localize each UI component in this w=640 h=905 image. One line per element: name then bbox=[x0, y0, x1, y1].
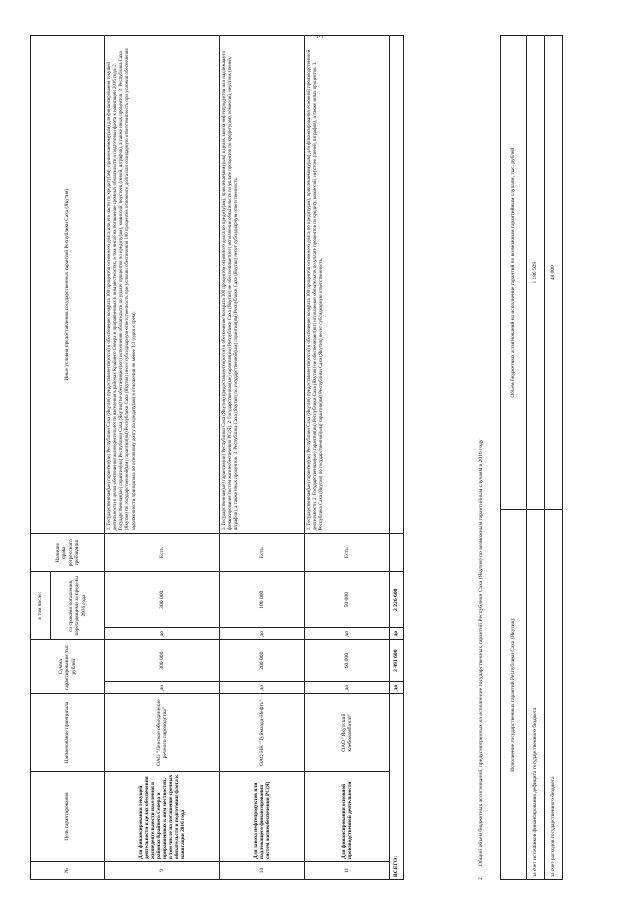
row-amount: 200 000 bbox=[220, 640, 305, 682]
table-row bbox=[545, 36, 563, 880]
execution-header-left: Исполнение государственных гарантий Республики Саха (Якутия): bbox=[501, 510, 527, 880]
execution-row-label: за счет расходов государственного бюджета bbox=[545, 510, 563, 880]
execution-header-row bbox=[501, 36, 527, 880]
total-label: ВСЕГО: bbox=[390, 694, 404, 880]
total-conditions-empty bbox=[390, 36, 404, 534]
header-num: № bbox=[31, 862, 105, 880]
guarantees-table bbox=[30, 35, 404, 880]
row-principal: ОАО "Якутский хлебокомбинат" bbox=[305, 694, 390, 772]
header-in-that-number: в том числе: bbox=[31, 572, 51, 640]
table-row bbox=[305, 36, 390, 880]
header-amount: Сумма гарантирования тыс. рублей bbox=[31, 640, 105, 694]
row-terms-mark: до bbox=[220, 628, 305, 640]
row-with-terms: 300 000 bbox=[105, 572, 220, 628]
header-purpose: Цель гарантирования bbox=[31, 772, 105, 862]
table-row bbox=[220, 36, 305, 880]
row-purpose: Для финансирования текущей деятельности в целях обеспечения жизнедеятельности населения в районах Крайнего Севера и приравненных к ним местностях, в том числе на погашение срочных обязательств и подготовки флота к навигации 2016 года bbox=[105, 772, 220, 862]
row-purpose: Для завоза нефтепродуктов или надлежащего финансирования систем жизнеобеспечения РС(Я) bbox=[220, 772, 305, 862]
row-amount: 300 000 bbox=[105, 640, 220, 682]
row-terms-mark: до bbox=[105, 628, 220, 640]
total-with-terms: 2 226 600 bbox=[390, 572, 404, 628]
row-conditions: 1. Государственная(ые) гарантия(ии) Республики Саха (Якутия) предоставляется(ются) в обеспечение возврата 100 процентов основного долга по кредиту(ам), привлекаемому(ым) для финансирования основной производственной деятельности. 2. Государственная(ые) гарантия(ии) Республики Саха (Якутия) не обеспечивает(ют) исполнение обязательств по уплате процентов по кредиту, комиссий, неустоек (пеней, штрафов), а также иных процентов. 3. Республика Саха (Якутия) по государственной(ым) гарантии(ям) Республики Саха (Якутия) несет субсидиарную ответственность. bbox=[305, 36, 390, 534]
row-purpose: Для финансирования основной производственной деятельности bbox=[305, 772, 390, 862]
row-amount-mark: до bbox=[305, 682, 390, 694]
execution-table bbox=[500, 35, 563, 880]
execution-row-value: 1 186 929 bbox=[527, 36, 545, 510]
total-row bbox=[390, 36, 404, 880]
row-conditions: 1. Государственная(ые) гарантия(ии) Республики Саха (Якутия) предоставляется(ются) в обеспечение возврата 100 процентов основного долга или его части по кредиту(ам), привлекаемому(ым) для финансирования текущей деятельности в целях обеспечения жизнедеятельности населения в районах Крайнего Севера и приравненных к ним местностях, в том числе на погашение срочных обязательств и подготовки флота к навигации 2016 года. 2. Государственная(ые) гарантия(ии) Республики Саха (Якутия) не обеспечивает(ют) исполнение обязательств по уплате процентов по кредиту(ам), комиссий, неустоек (пеней, штрафов), а также иных процентов. 3. Республика Саха (Якутия) по государственной(ым) гарантии(ям) Республики Саха (Якутия) несет субсидиарную ответственность при условии обеспечения 100 процентов основного долга или солидарную ответственность при условии обеспечения задолженности принципала по основному долгу по кредиту(ам) в отношении не менее 1:3 (один к трем). bbox=[105, 36, 220, 534]
row-num: 11 bbox=[305, 862, 390, 880]
row-regress: Есть bbox=[305, 534, 390, 572]
execution-row-label: за счет источников финансирования дефицита государственного бюджета bbox=[527, 510, 545, 880]
row-regress: Есть bbox=[105, 534, 220, 572]
row-conditions: 1. Государственная(ые) гарантия(ии) Республики Саха (Якутия) предоставляется(ются) в обеспечение возврата 100 процентов основного долга по кредиту(ам), привлекаемому(ым) в целях завоза нефтепродуктов или надлежащего финансирования систем жизнеобеспечения РС(Я). 2. Государственная(ые) гарантия(ии) Республики Саха (Якутия) не обеспечивает(ют) исполнение обязательств по уплате процентов по кредиту(ам), комиссий, неустоек (пеней, штрафов), а также иных процентов. 3. Республика Саха (Якутия) по государственной(ым) гарантии(ям) Республики Саха (Якутия) несет субсидиарную ответственность. bbox=[220, 36, 305, 534]
total-terms-mark: до bbox=[390, 628, 404, 640]
execution-row-value: 48 000 bbox=[545, 36, 563, 510]
header-principal: Наименование принципала bbox=[31, 694, 105, 772]
page-number: 3 bbox=[315, 34, 325, 39]
header-regress: Наличие права регрессного требования bbox=[31, 534, 105, 572]
total-amount: 2 491 600 bbox=[390, 640, 404, 682]
total-amount-mark: до bbox=[390, 682, 404, 694]
section-2-heading bbox=[478, 35, 484, 880]
row-principal: ОАО "Ленское объединение речного пароходства" bbox=[105, 694, 220, 772]
rotated-content bbox=[30, 35, 610, 880]
row-num: 9 bbox=[105, 862, 220, 880]
row-regress: Есть bbox=[220, 534, 305, 572]
table-row bbox=[105, 36, 220, 880]
row-amount-mark: до bbox=[105, 682, 220, 694]
row-terms-mark: до bbox=[305, 628, 390, 640]
row-principal: ОАО НК "Туймаада-Нефть" bbox=[220, 694, 305, 772]
row-with-terms: 50 000 bbox=[305, 572, 390, 628]
section-2-text: Общий объем бюджетных ассигнований, предусмотренных на исполнение государственных гарантий Республики Саха (Якутия) по возможным гарантийным случаям в 2016 году bbox=[478, 439, 484, 866]
row-num: 10 bbox=[220, 862, 305, 880]
header-conditions: Иные условия предоставления государственных гарантий Республики Саха (Якутия) bbox=[31, 36, 105, 534]
total-regress-empty bbox=[390, 534, 404, 572]
row-amount-mark: до bbox=[220, 682, 305, 694]
row-amount: 60 000 bbox=[305, 640, 390, 682]
execution-header-right: Объем бюджетных ассигнований на исполнение гарантий по возможным гарантийным случаям, тыс. рублей bbox=[501, 36, 527, 510]
table-row bbox=[527, 36, 545, 880]
row-with-terms: 100 000 bbox=[220, 572, 305, 628]
section-2-number: 2. bbox=[478, 875, 484, 880]
header-with-terms: со сроками погашения, переходящими за пределы 2016 года bbox=[51, 572, 105, 640]
